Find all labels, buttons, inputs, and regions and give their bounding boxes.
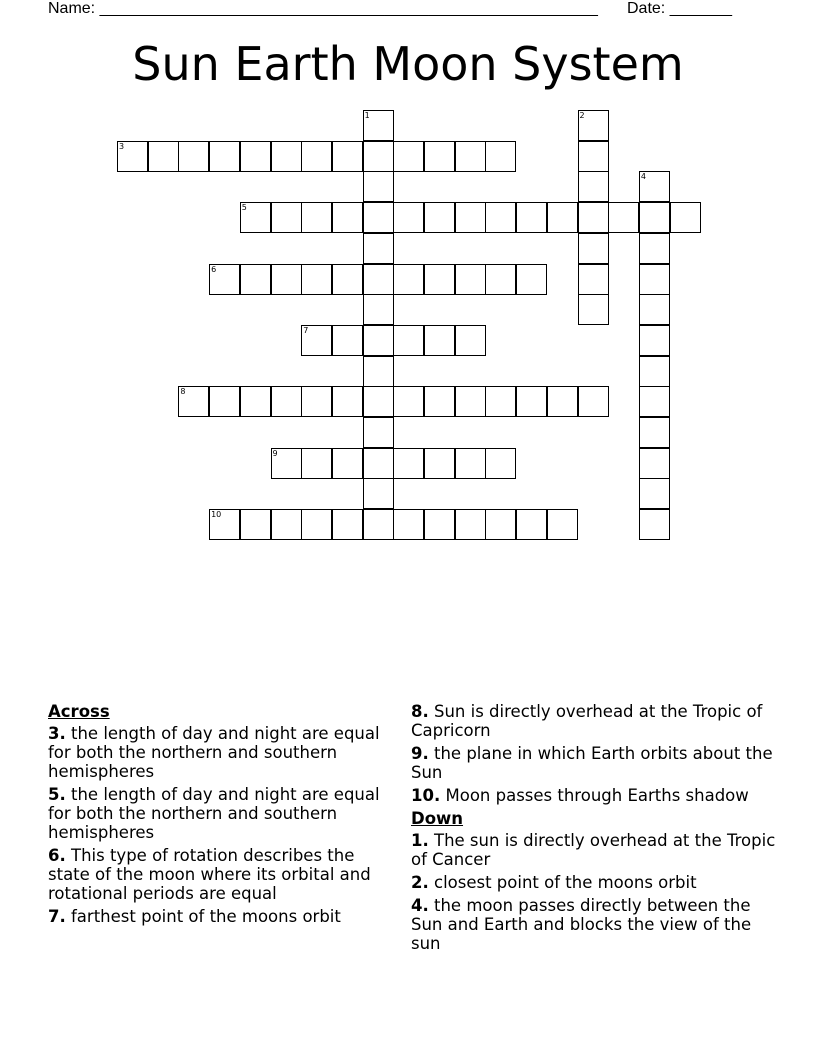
- clue-number: 5.: [48, 785, 66, 804]
- clues-column-right: [411, 702, 781, 957]
- crossword-cell[interactable]: [332, 448, 363, 479]
- clue-across-3: [48, 724, 398, 781]
- crossword-cell[interactable]: [393, 141, 424, 172]
- crossword-cell[interactable]: [547, 202, 578, 233]
- crossword-cell[interactable]: [301, 386, 332, 417]
- crossword-cell[interactable]: [424, 509, 455, 540]
- clue-across-9: [411, 744, 781, 782]
- crossword-cell[interactable]: [424, 264, 455, 295]
- clue-number: 2.: [411, 873, 429, 892]
- cell-number: 8: [180, 387, 186, 397]
- crossword-cell[interactable]: [332, 264, 363, 295]
- crossword-cell[interactable]: [363, 386, 394, 417]
- crossword-cell[interactable]: [485, 264, 516, 295]
- crossword-cell[interactable]: [301, 141, 332, 172]
- clue-number: 3.: [48, 724, 66, 743]
- crossword-cell[interactable]: [117, 141, 148, 172]
- crossword-cell[interactable]: [639, 386, 670, 417]
- crossword-cell[interactable]: [639, 356, 670, 387]
- clue-across-7: [48, 907, 398, 926]
- crossword-cell[interactable]: [639, 171, 670, 202]
- across-heading: Across: [48, 702, 110, 721]
- clue-text: closest point of the moons orbit: [434, 873, 697, 892]
- crossword-cell[interactable]: [240, 509, 271, 540]
- crossword-cell[interactable]: [639, 509, 670, 540]
- clue-number: 8.: [411, 702, 429, 721]
- crossword-cell[interactable]: [301, 509, 332, 540]
- cell-number: 1: [364, 111, 370, 120]
- cell-number: 9: [272, 448, 278, 458]
- crossword-cell[interactable]: [301, 264, 332, 295]
- crossword-cell[interactable]: [516, 202, 547, 233]
- crossword-cell[interactable]: [148, 141, 179, 172]
- crossword-cell[interactable]: [455, 509, 486, 540]
- crossword-cell[interactable]: [547, 509, 578, 540]
- cell-number: 2: [579, 111, 585, 120]
- cell-number: 7: [303, 325, 309, 335]
- clue-across-5: [48, 785, 398, 842]
- crossword-cell[interactable]: [608, 202, 639, 233]
- crossword-cell[interactable]: [363, 417, 394, 448]
- clue-down-2: [411, 873, 781, 892]
- crossword-cell[interactable]: [240, 202, 271, 233]
- crossword-cell[interactable]: [639, 233, 670, 264]
- crossword-cell[interactable]: [240, 264, 271, 295]
- crossword-cell[interactable]: [363, 294, 394, 325]
- name-field-label: Name: ________________________________________________________: [48, 0, 598, 17]
- clue-number: 6.: [48, 846, 66, 865]
- clue-number: 7.: [48, 907, 66, 926]
- crossword-cell[interactable]: [363, 141, 394, 172]
- clue-number: 10.: [411, 786, 441, 805]
- crossword-cell[interactable]: [455, 325, 486, 356]
- crossword-cell[interactable]: [485, 141, 516, 172]
- crossword-cell[interactable]: [363, 325, 394, 356]
- crossword-cell[interactable]: [178, 386, 209, 417]
- clue-text: the length of day and night are equal for both the northern and southern hemispheres: [48, 785, 380, 842]
- crossword-cell[interactable]: [424, 386, 455, 417]
- crossword-cell[interactable]: [578, 202, 609, 233]
- crossword-cell[interactable]: [301, 202, 332, 233]
- crossword-cell[interactable]: [578, 233, 609, 264]
- crossword-cell[interactable]: [209, 264, 240, 295]
- crossword-cell[interactable]: [393, 448, 424, 479]
- crossword-cell[interactable]: [332, 202, 363, 233]
- crossword-cell[interactable]: [424, 141, 455, 172]
- cell-number: 4: [640, 172, 646, 182]
- cell-number: 3: [119, 141, 125, 151]
- crossword-cell[interactable]: [209, 386, 240, 417]
- crossword-cell[interactable]: [301, 448, 332, 479]
- crossword-cell[interactable]: [271, 141, 302, 172]
- crossword-cell[interactable]: [363, 171, 394, 202]
- date-field-label: Date: _______: [627, 0, 732, 17]
- clue-text: Sun is directly overhead at the Tropic of Capricorn: [411, 702, 763, 740]
- crossword-cell[interactable]: [393, 325, 424, 356]
- crossword-cell[interactable]: [424, 325, 455, 356]
- cell-number: 6: [211, 264, 217, 274]
- cell-number: 10: [211, 510, 222, 520]
- crossword-cell[interactable]: [455, 386, 486, 417]
- crossword-cell[interactable]: [578, 294, 609, 325]
- crossword-cell[interactable]: [578, 171, 609, 202]
- clue-number: 4.: [411, 896, 429, 915]
- crossword-cell[interactable]: [393, 202, 424, 233]
- crossword-cell[interactable]: [578, 110, 609, 141]
- crossword-cell[interactable]: [271, 264, 302, 295]
- clue-text: farthest point of the moons orbit: [71, 907, 341, 926]
- clue-text: Moon passes through Earths shadow: [445, 786, 749, 805]
- crossword-cell[interactable]: [363, 264, 394, 295]
- crossword-cell[interactable]: [240, 141, 271, 172]
- crossword-cell[interactable]: [363, 509, 394, 540]
- crossword-cell[interactable]: [516, 509, 547, 540]
- crossword-cell[interactable]: [332, 509, 363, 540]
- crossword-cell[interactable]: [424, 448, 455, 479]
- crossword-cell[interactable]: [455, 141, 486, 172]
- crossword-cell[interactable]: [209, 509, 240, 540]
- crossword-cell[interactable]: [516, 386, 547, 417]
- page-title: Sun Earth Moon System: [132, 37, 684, 91]
- clue-text: the moon passes directly between the Sun and Earth and blocks the view of the sun: [411, 896, 752, 953]
- crossword-cell[interactable]: [271, 448, 302, 479]
- crossword-cell[interactable]: [332, 386, 363, 417]
- clue-across-6: [48, 846, 398, 903]
- crossword-cell[interactable]: [516, 264, 547, 295]
- clues-column-left: [48, 702, 398, 930]
- clue-text: the plane in which Earth orbits about the Sun: [411, 744, 773, 782]
- crossword-cell[interactable]: [178, 141, 209, 172]
- crossword-cell[interactable]: [455, 448, 486, 479]
- crossword-cell[interactable]: [393, 386, 424, 417]
- cell-number: 5: [241, 203, 247, 213]
- crossword-cell[interactable]: [485, 386, 516, 417]
- crossword-cell[interactable]: [240, 386, 271, 417]
- crossword-cell[interactable]: [485, 509, 516, 540]
- crossword-cell[interactable]: [455, 264, 486, 295]
- clue-text: This type of rotation describes the state of the moon where its orbital and rotational periods are equal: [48, 846, 371, 903]
- crossword-cell[interactable]: [332, 325, 363, 356]
- crossword-cell[interactable]: [363, 110, 394, 141]
- crossword-cell[interactable]: [393, 264, 424, 295]
- crossword-cell[interactable]: [639, 478, 670, 509]
- clue-text: The sun is directly overhead at the Tropic of Cancer: [411, 831, 776, 869]
- clue-number: 1.: [411, 831, 429, 850]
- crossword-cell[interactable]: [639, 417, 670, 448]
- crossword-cell[interactable]: [578, 141, 609, 172]
- crossword-cell[interactable]: [393, 509, 424, 540]
- crossword-cell[interactable]: [485, 202, 516, 233]
- crossword-cell[interactable]: [578, 264, 609, 295]
- crossword-cell[interactable]: [363, 448, 394, 479]
- crossword-cell[interactable]: [578, 386, 609, 417]
- crossword-cell[interactable]: [639, 202, 670, 233]
- clue-across-10: [411, 786, 781, 805]
- crossword-cell[interactable]: [271, 509, 302, 540]
- crossword-cell[interactable]: [547, 386, 578, 417]
- clue-down-1: [411, 831, 781, 869]
- crossword-cell[interactable]: [332, 141, 363, 172]
- crossword-cell[interactable]: [209, 141, 240, 172]
- crossword-cell[interactable]: [271, 202, 302, 233]
- crossword-cell[interactable]: [455, 202, 486, 233]
- clue-down-4: [411, 896, 781, 953]
- crossword-cell[interactable]: [363, 356, 394, 387]
- crossword-cell[interactable]: [639, 264, 670, 295]
- clue-number: 9.: [411, 744, 429, 763]
- crossword-cell[interactable]: [301, 325, 332, 356]
- crossword-cell[interactable]: [363, 478, 394, 509]
- clue-across-8: [411, 702, 781, 740]
- crossword-cell[interactable]: [271, 386, 302, 417]
- crossword-cell[interactable]: [639, 294, 670, 325]
- down-heading: Down: [411, 809, 464, 828]
- crossword-cell[interactable]: [670, 202, 701, 233]
- crossword-cell[interactable]: [485, 448, 516, 479]
- crossword-cell[interactable]: [363, 233, 394, 264]
- crossword-cell[interactable]: [639, 325, 670, 356]
- clue-text: the length of day and night are equal for both the northern and southern hemispheres: [48, 724, 380, 781]
- crossword-cell[interactable]: [639, 448, 670, 479]
- crossword-cell[interactable]: [363, 202, 394, 233]
- crossword-cell[interactable]: [424, 202, 455, 233]
